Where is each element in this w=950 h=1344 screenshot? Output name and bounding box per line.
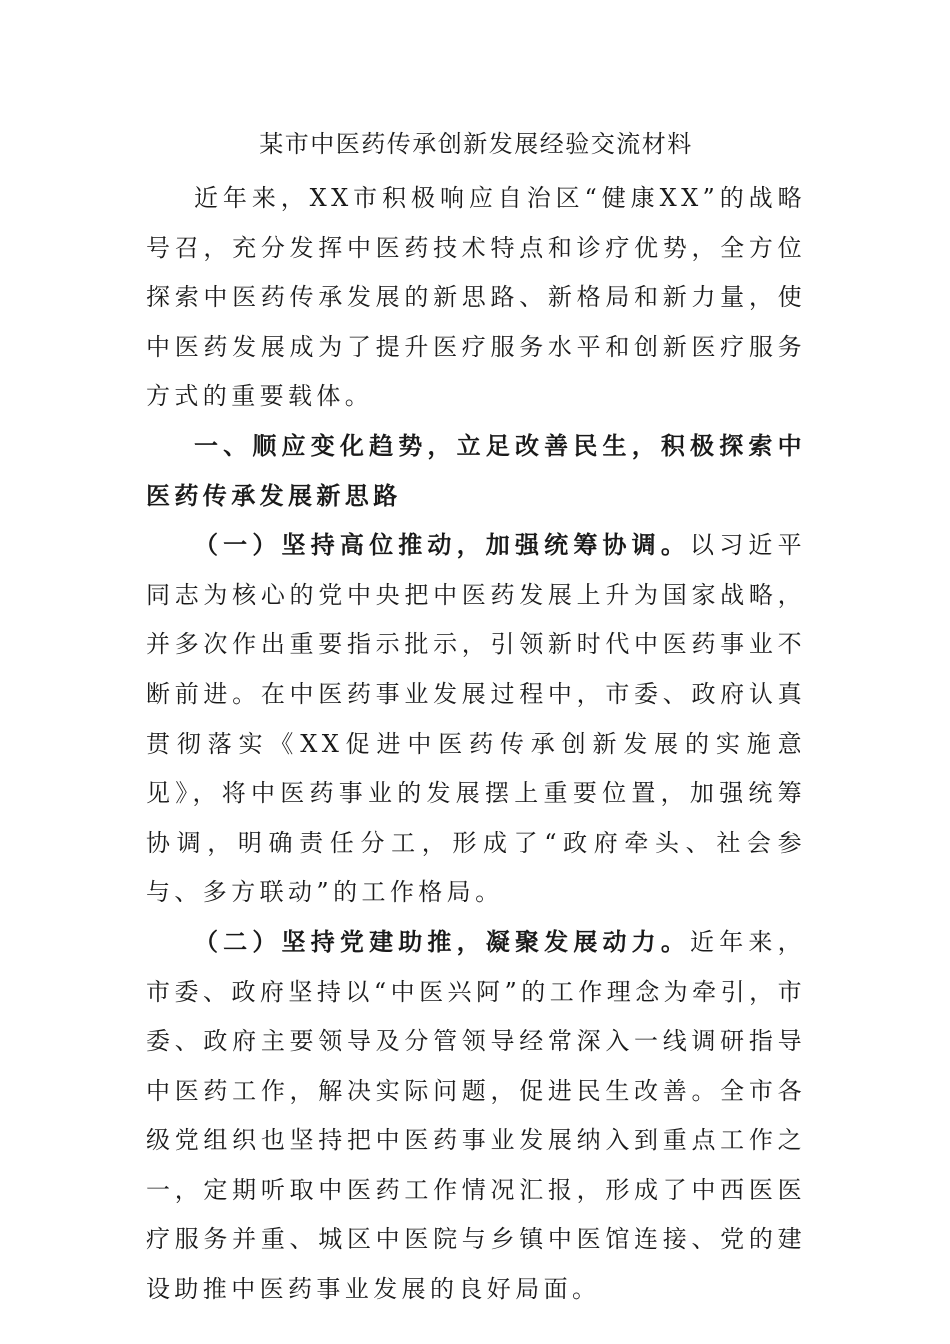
section-heading-1: 一、顺应变化趋势，立足改善民生，积极探索中医药传承发展新思路	[146, 431, 806, 510]
document-body	[146, 126, 806, 1315]
subsection-paragraph-2	[146, 918, 806, 1315]
subsection-body-2: 近年来，市委、政府坚持以“中医兴阿”的工作理念为牵引，市委、政府主要领导及分管领导经常深入一线调研指导中医药工作，解决实际问题，促进民生改善。全市各级党组织也坚持把中医药事业发展纳入到重点工作之一，定期听取中医药工作情况汇报，形成了中西医医疗服务并重、城区中医院与乡镇中医馆连接、党的建设助推中医药事业发展的良好局面。	[146, 927, 806, 1304]
subsection-paragraph-1	[146, 521, 806, 918]
intro-paragraph: 近年来，XX市积极响应自治区“健康XX”的战略号召，充分发挥中医药技术特点和诊疗优势，全方位探索中医药传承发展的新思路、新格局和新力量，使中医药发展成为了提升医疗服务水平和创新医疗服务方式的重要载体。	[146, 184, 806, 411]
subsection-lead-1: （一）坚持高位推动，加强统筹协调。	[194, 531, 691, 560]
subsection-lead-2: （二）坚持党建助推，凝聚发展动力。	[194, 927, 691, 956]
subsection-body-1: 以习近平同志为核心的党中央把中医药发展上升为国家战略，并多次作出重要指示批示，引领新时代中医药事业不断前进。在中医药事业发展过程中，市委、政府认真贯彻落实《XX促进中医药传承创新发展的实施意见》，将中医药事业的发展摆上重要位置，加强统筹协调，明确责任分工，形成了“政府牵头、社会参与、多方联动”的工作格局。	[146, 531, 806, 907]
document-title: 某市中医药传承创新发展经验交流材料	[259, 130, 693, 158]
